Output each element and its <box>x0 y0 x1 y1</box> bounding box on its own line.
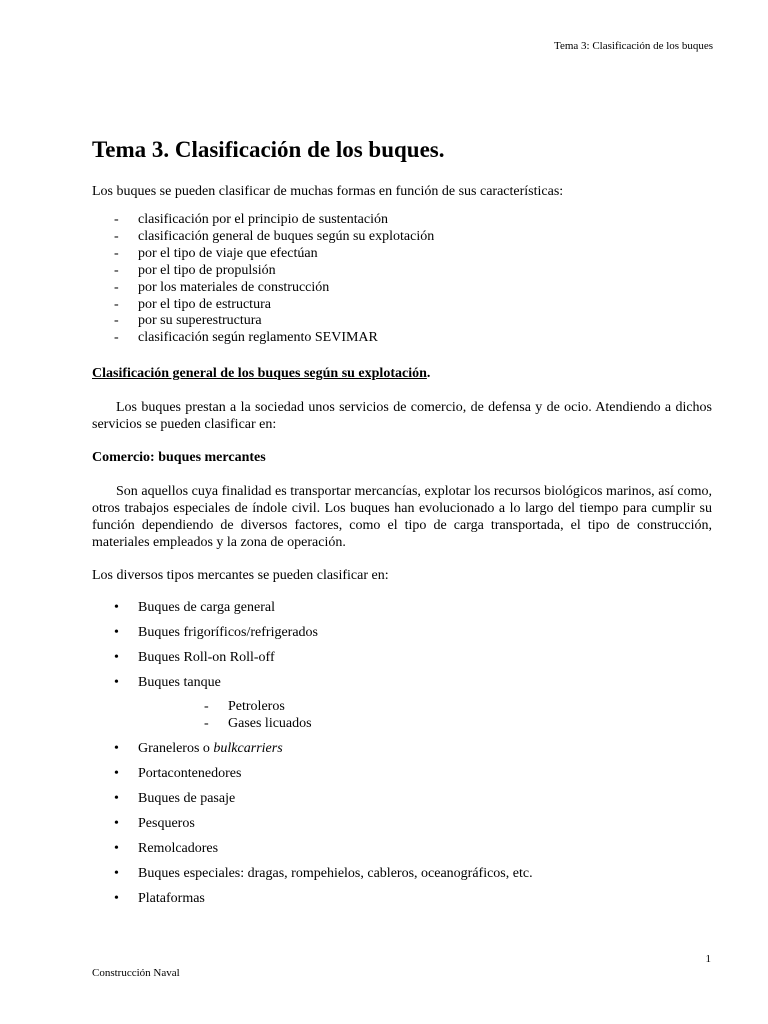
list-item: - por el tipo de propulsión <box>92 263 434 280</box>
list-item: - clasificación general de buques según su explotación <box>92 229 434 246</box>
list-item: - clasificación por el principio de sustentación <box>92 212 434 229</box>
list-item: • Portacontenedores <box>92 766 241 782</box>
list-item: • Buques frigoríficos/refrigerados <box>92 625 318 641</box>
list-item: • Buques de pasaje <box>92 791 235 807</box>
bulk-italic: bulkcarriers <box>213 741 283 756</box>
tanker-subtypes-list <box>204 698 312 732</box>
list-item: - por el tipo de viaje que efectúan <box>92 246 434 263</box>
types-intro: Los diversos tipos mercantes se pueden clasificar en: <box>92 568 389 583</box>
section-heading-text: Clasificación general de los buques según su explotación <box>92 366 427 381</box>
list-item: - Petroleros <box>204 698 312 715</box>
list-item: • Buques Roll-on Roll-off <box>92 650 275 666</box>
list-item: - Gases licuados <box>204 715 312 732</box>
section-heading-period: . <box>426 366 431 381</box>
list-item: • Pesqueros <box>92 816 195 832</box>
list-item: • Buques de carga general <box>92 600 275 616</box>
list-item: - clasificación según reglamento SEVIMAR <box>92 330 434 347</box>
bulk-prefix: Graneleros o <box>138 741 214 756</box>
page-number: 1 <box>705 953 711 965</box>
page-title: Tema 3. Clasificación de los buques. <box>92 137 445 162</box>
section-paragraph <box>92 399 712 433</box>
list-item: • Buques tanque <box>92 675 221 691</box>
section-heading <box>92 365 712 382</box>
list-item: - por el tipo de estructura <box>92 297 434 314</box>
section-paragraph-text: Los buques prestan a la sociedad unos servicios de comercio, de defensa y de ocio. Atendiendo a dichos servicios se pueden clasificar en: <box>92 400 712 432</box>
intro-paragraph: Los buques se pueden clasificar de muchas formas en función de sus características: <box>92 184 564 199</box>
commerce-heading: Comercio: buques mercantes <box>92 450 266 465</box>
list-item: • Remolcadores <box>92 841 218 857</box>
list-item: • Plataformas <box>92 891 205 907</box>
criteria-list <box>92 212 434 347</box>
list-item: - por los materiales de construcción <box>92 280 434 297</box>
footer-course: Construcción Naval <box>92 967 180 979</box>
list-item: - por su superestructura <box>92 313 434 330</box>
commerce-paragraph <box>92 483 712 551</box>
list-item <box>92 741 283 757</box>
commerce-paragraph-text: Son aquellos cuya finalidad es transportar mercancías, explotar los recursos biológicos marinos, así como, otros trabajos especiales de índole civil. Los buques han evolucionado a lo largo del tiempo para cumplir su función dependiendo de diversos factores, como el tipo de carga transportada, el tipo de construcción, materiales empleados y la zona de operación. <box>92 484 712 550</box>
running-header: Tema 3: Clasificación de los buques <box>554 40 713 52</box>
list-item: • Buques especiales: dragas, rompehielos, cableros, oceanográficos, etc. <box>92 866 533 882</box>
